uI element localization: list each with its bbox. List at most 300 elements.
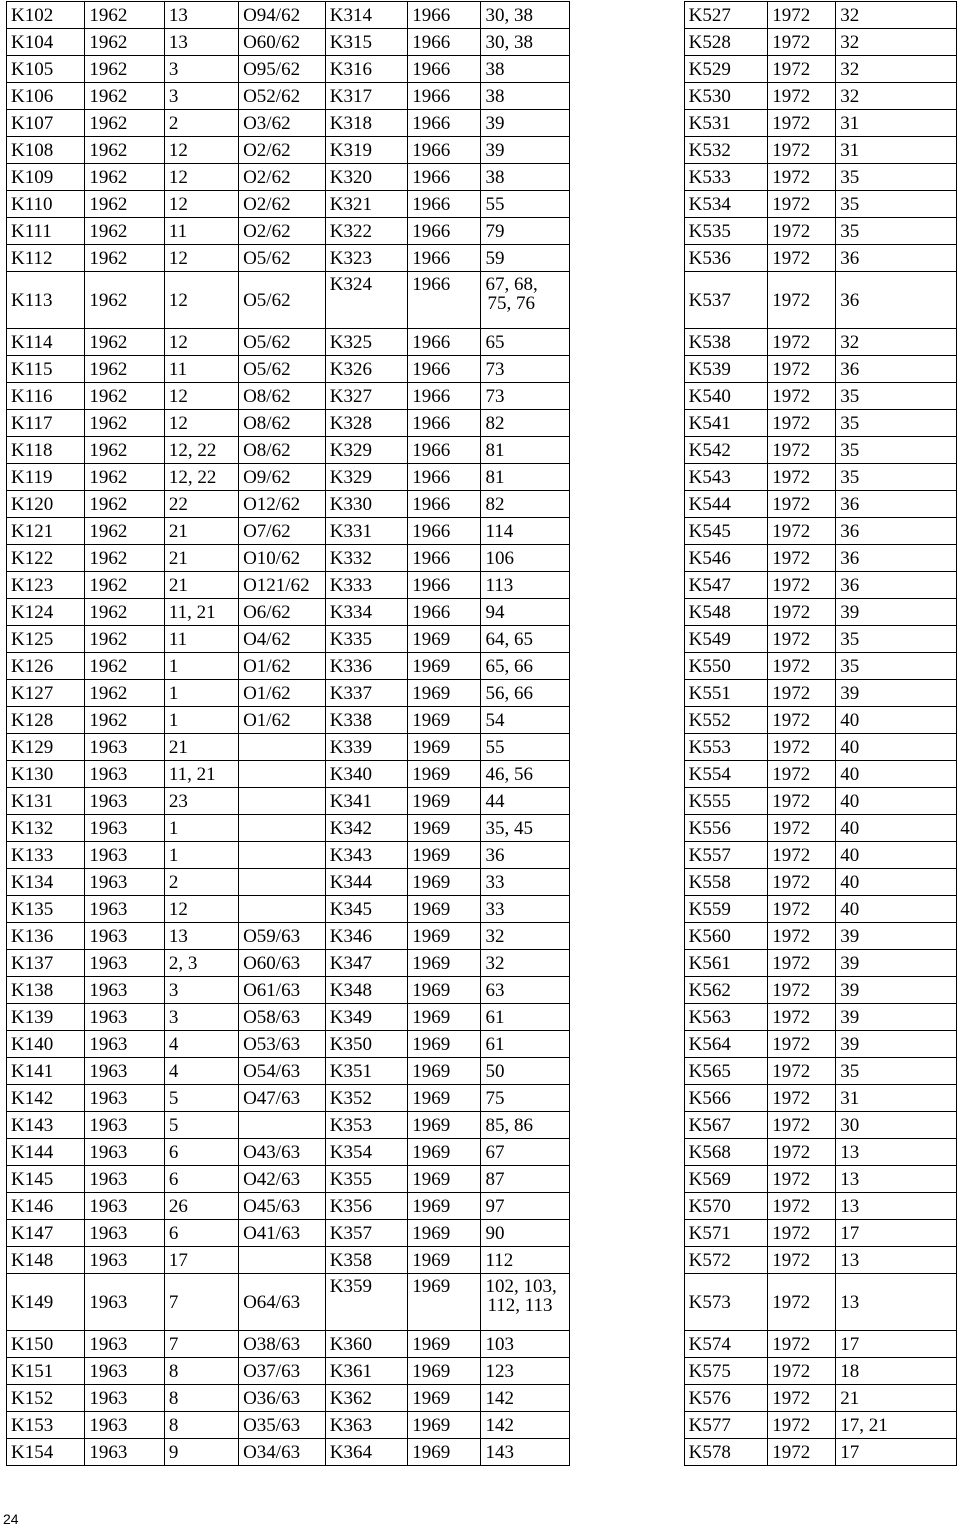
b-year: 1969 [408,1439,481,1466]
column-separator [570,1220,684,1247]
b-year: 1969 [408,1274,481,1331]
a-catalog-id: K150 [7,1331,85,1358]
a-catalog-id: K137 [7,950,85,977]
c-pages: 17 [836,1439,957,1466]
a-year: 1962 [85,653,164,680]
a-reference [239,761,326,788]
column-separator [570,464,684,491]
a-reference: O1/62 [239,707,326,734]
b-pages: 44 [481,788,570,815]
a-reference: O5/62 [239,356,326,383]
b-pages: 38 [481,164,570,191]
c-catalog-id: K530 [684,83,768,110]
table-row [7,1139,957,1166]
a-reference [239,815,326,842]
column-separator [570,56,684,83]
column-separator [570,491,684,518]
c-catalog-id: K560 [684,923,768,950]
a-year: 1962 [85,272,164,329]
table-row [7,572,957,599]
c-year: 1972 [768,518,836,545]
b-pages: 46, 56 [481,761,570,788]
c-pages: 40 [836,896,957,923]
b-pages: 55 [481,734,570,761]
b-catalog-id: K331 [325,518,408,545]
a-reference: O12/62 [239,491,326,518]
b-year: 1966 [408,110,481,137]
a-year: 1962 [85,245,164,272]
c-pages: 35 [836,1058,957,1085]
column-separator [570,218,684,245]
c-catalog-id: K559 [684,896,768,923]
b-pages: 142 [481,1385,570,1412]
b-year: 1966 [408,83,481,110]
c-year: 1972 [768,1031,836,1058]
b-catalog-id: K363 [325,1412,408,1439]
c-year: 1972 [768,545,836,572]
b-catalog-id: K321 [325,191,408,218]
a-catalog-id: K136 [7,923,85,950]
c-year: 1972 [768,707,836,734]
b-catalog-id: K356 [325,1193,408,1220]
c-pages: 36 [836,245,957,272]
a-pages: 3 [164,1004,238,1031]
b-pages: 90 [481,1220,570,1247]
c-pages: 30 [836,1112,957,1139]
a-catalog-id: K135 [7,896,85,923]
a-pages: 12 [164,329,238,356]
b-pages [481,272,570,329]
c-pages: 35 [836,383,957,410]
c-year: 1972 [768,1220,836,1247]
a-year: 1963 [85,869,164,896]
a-pages: 21 [164,518,238,545]
c-catalog-id: K577 [684,1412,768,1439]
c-year: 1972 [768,137,836,164]
a-pages: 1 [164,653,238,680]
a-catalog-id: K145 [7,1166,85,1193]
a-year: 1963 [85,815,164,842]
c-year: 1972 [768,950,836,977]
column-separator [570,869,684,896]
column-separator [570,1358,684,1385]
a-year: 1962 [85,164,164,191]
b-pages: 143 [481,1439,570,1466]
a-year: 1963 [85,1331,164,1358]
b-year: 1969 [408,1331,481,1358]
a-pages: 12 [164,164,238,191]
a-reference: O8/62 [239,383,326,410]
a-pages: 1 [164,842,238,869]
c-year: 1972 [768,572,836,599]
table-row [7,896,957,923]
table-row [7,191,957,218]
a-catalog-id: K107 [7,110,85,137]
a-year: 1962 [85,680,164,707]
a-year: 1962 [85,29,164,56]
c-catalog-id: K539 [684,356,768,383]
b-catalog-id: K326 [325,356,408,383]
c-catalog-id: K546 [684,545,768,572]
b-pages: 59 [481,245,570,272]
a-reference [239,788,326,815]
a-pages: 11 [164,356,238,383]
b-pages: 54 [481,707,570,734]
b-pages: 142 [481,1412,570,1439]
c-pages: 39 [836,923,957,950]
a-year: 1962 [85,599,164,626]
c-year: 1972 [768,977,836,1004]
table-row [7,1085,957,1112]
c-catalog-id: K569 [684,1166,768,1193]
column-separator [570,383,684,410]
b-pages: 33 [481,869,570,896]
b-pages: 39 [481,110,570,137]
c-year: 1972 [768,329,836,356]
a-year: 1962 [85,410,164,437]
a-pages: 13 [164,29,238,56]
c-year: 1972 [768,410,836,437]
column-separator [570,896,684,923]
column-separator [570,545,684,572]
c-catalog-id: K572 [684,1247,768,1274]
a-pages: 3 [164,977,238,1004]
a-pages: 6 [164,1139,238,1166]
b-year: 1966 [408,218,481,245]
c-year: 1972 [768,788,836,815]
a-catalog-id: K122 [7,545,85,572]
b-year: 1966 [408,410,481,437]
b-year: 1966 [408,56,481,83]
a-year: 1962 [85,191,164,218]
a-reference: O95/62 [239,56,326,83]
b-catalog-id: K330 [325,491,408,518]
c-year: 1972 [768,2,836,29]
a-pages: 5 [164,1085,238,1112]
c-catalog-id: K553 [684,734,768,761]
b-pages: 82 [481,410,570,437]
a-reference: O35/63 [239,1412,326,1439]
a-catalog-id: K114 [7,329,85,356]
table-row [7,977,957,1004]
c-year: 1972 [768,869,836,896]
c-catalog-id: K563 [684,1004,768,1031]
a-year: 1962 [85,383,164,410]
column-separator [570,626,684,653]
b-year: 1969 [408,1385,481,1412]
a-pages: 22 [164,491,238,518]
b-catalog-id: K355 [325,1166,408,1193]
table-row [7,437,957,464]
a-catalog-id: K125 [7,626,85,653]
c-pages: 31 [836,1085,957,1112]
c-year: 1972 [768,896,836,923]
c-year: 1972 [768,1004,836,1031]
column-separator [570,950,684,977]
b-catalog-id: K342 [325,815,408,842]
a-catalog-id: K134 [7,869,85,896]
b-year: 1966 [408,245,481,272]
a-year: 1963 [85,1085,164,1112]
b-year: 1969 [408,1031,481,1058]
c-catalog-id: K536 [684,245,768,272]
b-year: 1966 [408,329,481,356]
a-reference: O58/63 [239,1004,326,1031]
b-year: 1966 [408,191,481,218]
a-catalog-id: K129 [7,734,85,761]
b-pages-line: 67, 68, [485,274,538,295]
c-year: 1972 [768,491,836,518]
column-separator [570,1004,684,1031]
c-year: 1972 [768,110,836,137]
a-reference: O10/62 [239,545,326,572]
a-year: 1963 [85,977,164,1004]
a-catalog-id: K138 [7,977,85,1004]
c-catalog-id: K535 [684,218,768,245]
b-pages: 33 [481,896,570,923]
b-catalog-id: K347 [325,950,408,977]
c-pages: 32 [836,29,957,56]
column-separator [570,83,684,110]
b-catalog-id: K337 [325,680,408,707]
table-row [7,1193,957,1220]
column-separator [570,245,684,272]
a-pages: 23 [164,788,238,815]
b-catalog-id: K339 [325,734,408,761]
a-reference: O38/63 [239,1331,326,1358]
column-separator [570,1439,684,1466]
c-catalog-id: K531 [684,110,768,137]
a-pages: 12 [164,410,238,437]
b-year: 1969 [408,626,481,653]
a-catalog-id: K142 [7,1085,85,1112]
b-pages: 61 [481,1031,570,1058]
a-pages: 21 [164,545,238,572]
column-separator [570,1193,684,1220]
column-separator [570,599,684,626]
b-catalog-id: K338 [325,707,408,734]
a-reference: O45/63 [239,1193,326,1220]
c-year: 1972 [768,1331,836,1358]
c-pages: 39 [836,950,957,977]
a-reference: O5/62 [239,329,326,356]
c-year: 1972 [768,1166,836,1193]
b-catalog-id: K354 [325,1139,408,1166]
a-catalog-id: K141 [7,1058,85,1085]
a-catalog-id: K139 [7,1004,85,1031]
a-year: 1962 [85,356,164,383]
a-pages: 12 [164,137,238,164]
c-year: 1972 [768,734,836,761]
table-row [7,680,957,707]
b-catalog-id: K332 [325,545,408,572]
c-pages: 13 [836,1139,957,1166]
column-separator [570,923,684,950]
column-separator [570,164,684,191]
a-year: 1963 [85,1412,164,1439]
b-pages: 30, 38 [481,29,570,56]
a-pages: 12, 22 [164,437,238,464]
a-reference: O47/63 [239,1085,326,1112]
table-row [7,788,957,815]
c-pages: 17 [836,1220,957,1247]
a-year: 1963 [85,1166,164,1193]
a-reference: O1/62 [239,653,326,680]
column-separator [570,356,684,383]
c-year: 1972 [768,1139,836,1166]
a-catalog-id: K116 [7,383,85,410]
c-pages: 39 [836,680,957,707]
c-year: 1972 [768,1058,836,1085]
table-row [7,842,957,869]
a-reference: O2/62 [239,164,326,191]
b-year: 1966 [408,572,481,599]
a-reference: O9/62 [239,464,326,491]
catalog-table [6,1,957,1466]
b-pages: 56, 66 [481,680,570,707]
a-catalog-id: K140 [7,1031,85,1058]
c-catalog-id: K565 [684,1058,768,1085]
b-pages: 32 [481,950,570,977]
b-pages: 73 [481,356,570,383]
c-catalog-id: K555 [684,788,768,815]
column-separator [570,1274,684,1331]
c-catalog-id: K556 [684,815,768,842]
a-reference: O1/62 [239,680,326,707]
c-pages: 35 [836,653,957,680]
b-pages: 106 [481,545,570,572]
c-pages: 32 [836,329,957,356]
table-row [7,1412,957,1439]
column-separator [570,191,684,218]
c-catalog-id: K534 [684,191,768,218]
table-body [7,2,957,1466]
c-pages: 17 [836,1331,957,1358]
a-catalog-id: K105 [7,56,85,83]
a-reference: O36/63 [239,1385,326,1412]
b-catalog-id: K346 [325,923,408,950]
b-pages: 61 [481,1004,570,1031]
b-year: 1966 [408,464,481,491]
c-catalog-id: K567 [684,1112,768,1139]
b-catalog-id: K340 [325,761,408,788]
table-row [7,653,957,680]
a-reference: O42/63 [239,1166,326,1193]
column-separator [570,1112,684,1139]
b-year: 1966 [408,599,481,626]
c-catalog-id: K544 [684,491,768,518]
a-year: 1963 [85,1004,164,1031]
c-pages: 35 [836,191,957,218]
b-year: 1966 [408,272,481,329]
a-pages: 12 [164,272,238,329]
table-row [7,2,957,29]
b-year: 1969 [408,950,481,977]
c-year: 1972 [768,1247,836,1274]
b-pages: 35, 45 [481,815,570,842]
c-catalog-id: K566 [684,1085,768,1112]
b-catalog-id: K348 [325,977,408,1004]
a-reference: O8/62 [239,410,326,437]
table-row [7,761,957,788]
c-catalog-id: K533 [684,164,768,191]
table-row [7,1112,957,1139]
a-pages: 1 [164,815,238,842]
table-row [7,923,957,950]
a-pages: 8 [164,1385,238,1412]
a-reference: O7/62 [239,518,326,545]
a-pages: 12 [164,896,238,923]
b-pages: 97 [481,1193,570,1220]
a-pages: 6 [164,1166,238,1193]
b-year: 1966 [408,356,481,383]
c-pages: 18 [836,1358,957,1385]
column-separator [570,1412,684,1439]
c-pages: 39 [836,1004,957,1031]
c-pages: 36 [836,491,957,518]
table-row [7,1166,957,1193]
a-catalog-id: K154 [7,1439,85,1466]
c-catalog-id: K532 [684,137,768,164]
b-year: 1969 [408,1166,481,1193]
c-pages: 35 [836,164,957,191]
b-catalog-id: K316 [325,56,408,83]
a-reference [239,1247,326,1274]
c-year: 1972 [768,923,836,950]
table-row [7,1358,957,1385]
c-year: 1972 [768,842,836,869]
a-pages: 5 [164,1112,238,1139]
c-catalog-id: K561 [684,950,768,977]
table-row [7,545,957,572]
column-separator [570,1058,684,1085]
b-year: 1966 [408,383,481,410]
b-year: 1966 [408,164,481,191]
page-number: 24 [3,1511,19,1527]
c-catalog-id: K527 [684,2,768,29]
a-reference: O60/63 [239,950,326,977]
b-pages: 32 [481,923,570,950]
b-pages-line: 102, 103, [485,1276,557,1297]
a-reference: O4/62 [239,626,326,653]
a-reference: O54/63 [239,1058,326,1085]
a-reference: O2/62 [239,218,326,245]
b-catalog-id: K361 [325,1358,408,1385]
c-pages: 40 [836,734,957,761]
c-year: 1972 [768,218,836,245]
c-year: 1972 [768,599,836,626]
a-pages: 6 [164,1220,238,1247]
c-year: 1972 [768,356,836,383]
a-catalog-id: K146 [7,1193,85,1220]
c-pages: 40 [836,761,957,788]
c-catalog-id: K568 [684,1139,768,1166]
a-catalog-id: K152 [7,1385,85,1412]
table-row [7,950,957,977]
column-separator [570,1139,684,1166]
a-year: 1962 [85,626,164,653]
a-year: 1962 [85,137,164,164]
b-year: 1969 [408,734,481,761]
b-year: 1969 [408,1247,481,1274]
a-catalog-id: K148 [7,1247,85,1274]
a-catalog-id: K147 [7,1220,85,1247]
b-catalog-id: K329 [325,437,408,464]
c-catalog-id: K543 [684,464,768,491]
c-pages: 40 [836,815,957,842]
b-catalog-id: K328 [325,410,408,437]
a-year: 1963 [85,1358,164,1385]
